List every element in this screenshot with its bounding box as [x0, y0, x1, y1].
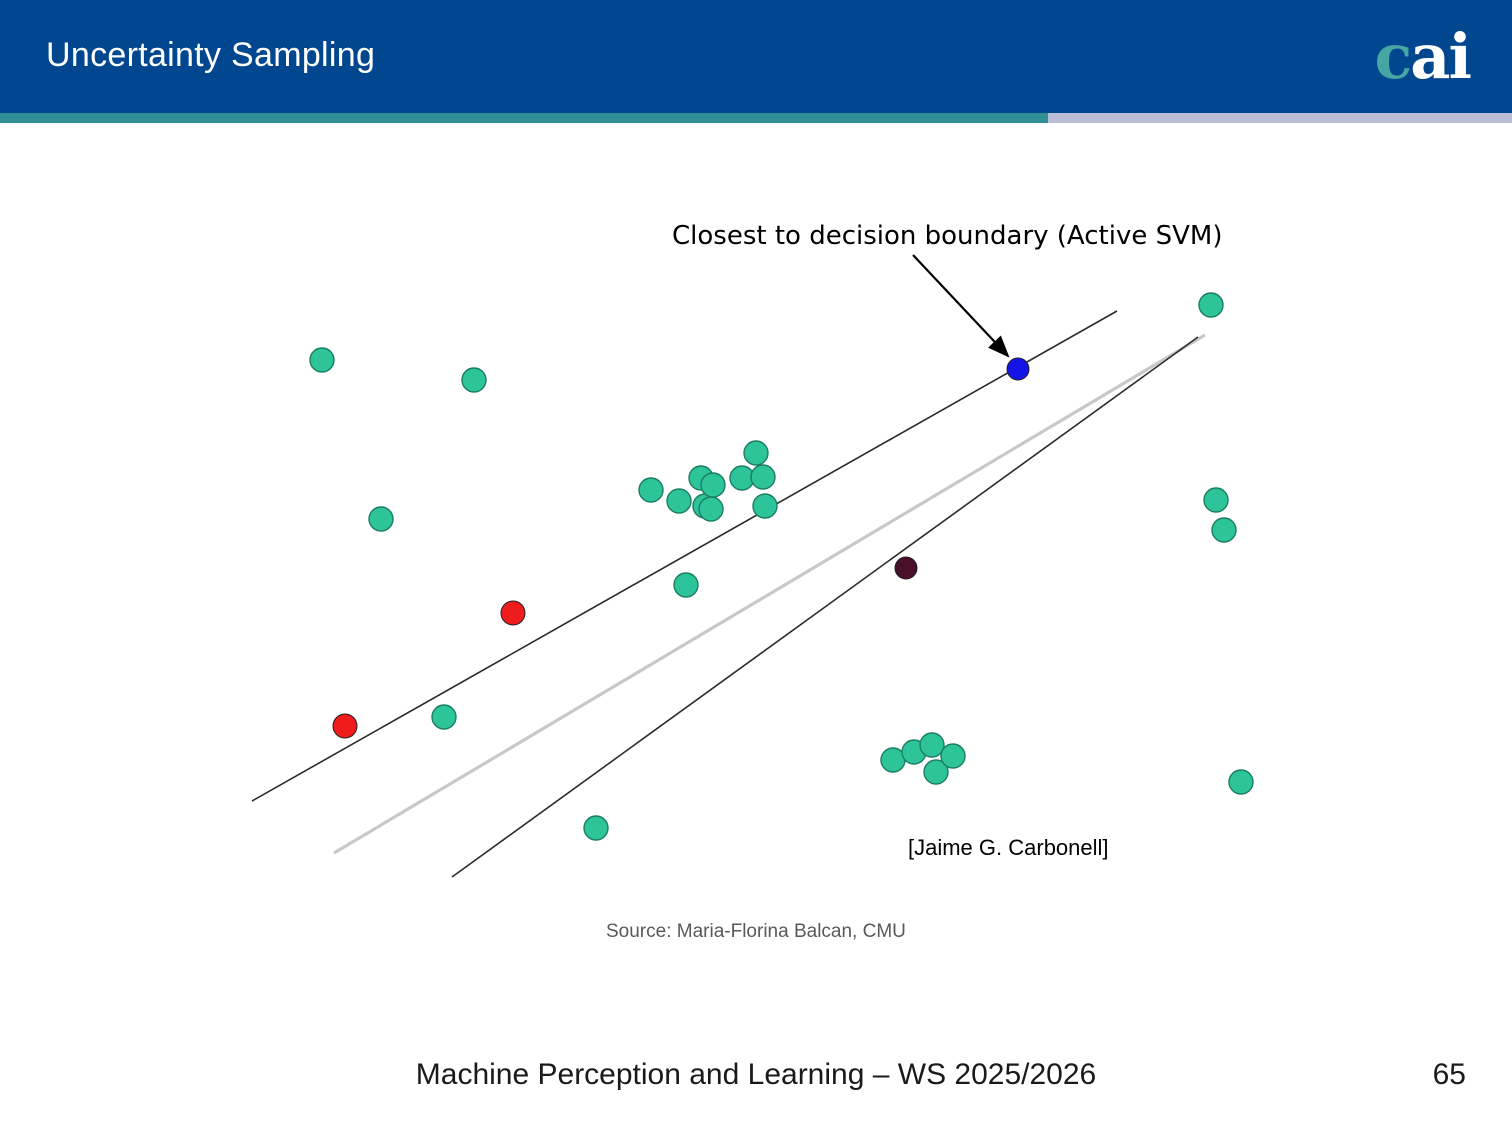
- data-point-unlabeled: [699, 497, 723, 521]
- boundary-lines: [252, 311, 1205, 877]
- data-point-unlabeled: [1229, 770, 1253, 794]
- margin-upper-line: [252, 311, 1117, 801]
- annotation-label: Closest to decision boundary (Active SVM): [672, 221, 1223, 251]
- data-point-unlabeled: [701, 473, 725, 497]
- accent-bar-left: [0, 113, 1048, 123]
- svm-diagram: [0, 123, 1512, 953]
- data-point-unlabeled: [1212, 518, 1236, 542]
- page-number: 65: [1432, 1058, 1466, 1091]
- source-label: Source: Maria-Florina Balcan, CMU: [606, 921, 906, 942]
- logo-c-letter: c: [1374, 20, 1411, 93]
- data-point-unlabeled: [584, 816, 608, 840]
- footer-course-label: Machine Perception and Learning – WS 2025/2026: [415, 1058, 1097, 1091]
- credit-label: [Jaime G. Carbonell]: [908, 835, 1109, 860]
- data-point-selected-blue: [1007, 358, 1029, 380]
- decision-boundary-line: [334, 335, 1205, 853]
- data-point-unlabeled: [1204, 488, 1228, 512]
- annotation-arrow-line: [913, 255, 1008, 356]
- logo-ai-letters: ai: [1410, 20, 1470, 93]
- data-point-unlabeled: [674, 573, 698, 597]
- data-point-unlabeled: [462, 368, 486, 392]
- data-point-unlabeled: [1199, 293, 1223, 317]
- data-point-unlabeled: [310, 348, 334, 372]
- cai-logo: [1374, 20, 1471, 93]
- page-title: Uncertainty Sampling: [46, 36, 376, 74]
- data-point-unlabeled: [751, 465, 775, 489]
- data-point-unlabeled: [744, 441, 768, 465]
- data-point-unlabeled: [369, 507, 393, 531]
- data-point-unlabeled: [667, 489, 691, 513]
- annotation-arrow: [913, 255, 1008, 356]
- data-point-negative-dark: [895, 557, 917, 579]
- margin-lower-line: [452, 337, 1198, 877]
- data-point-positive-red: [333, 714, 357, 738]
- data-point-positive-red: [501, 601, 525, 625]
- data-point-unlabeled: [432, 705, 456, 729]
- data-point-unlabeled: [941, 744, 965, 768]
- data-point-unlabeled: [639, 478, 663, 502]
- data-point-unlabeled: [920, 733, 944, 757]
- data-points: [310, 293, 1253, 840]
- data-point-unlabeled: [753, 494, 777, 518]
